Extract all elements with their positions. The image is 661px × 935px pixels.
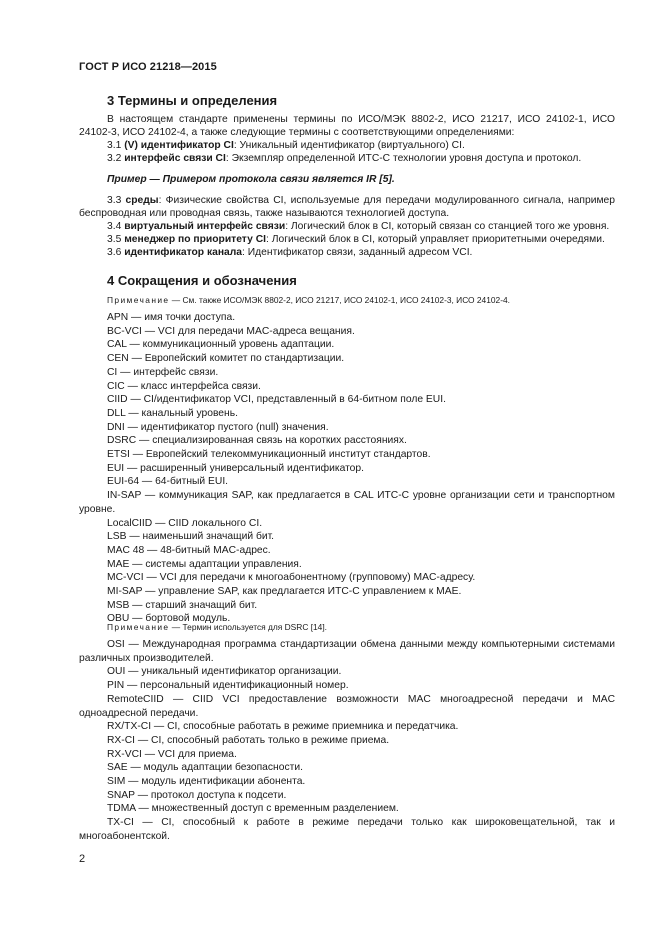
note-1 — [107, 295, 510, 306]
abbreviation-item: DNI — идентификатор пустого (null) значения. — [107, 421, 329, 433]
section-3-terms-continued — [79, 194, 615, 259]
abbreviation-item: CIC — класс интерфейса связи. — [107, 380, 261, 392]
abbreviation-item: EUI — расширенный универсальный идентификатор. — [107, 462, 364, 474]
abbreviation-item: LSB — наименьший значащий бит. — [107, 531, 275, 543]
section-3-body — [79, 113, 615, 165]
abbreviation-list-a — [79, 311, 615, 626]
section-4-title: 4 Сокращения и обозначения — [107, 273, 297, 288]
abbreviation-item: MAE — системы адаптации управления. — [107, 558, 302, 570]
abbreviation-item: CEN — Европейский комитет по стандартизации. — [107, 353, 345, 365]
term-3-1: 3.1 (V) идентификатор CI: Уникальный идентификатор (виртуального) CI. — [107, 140, 465, 151]
abbreviation-item: MAC 48 — 48-битный MAC-адрес. — [107, 544, 271, 556]
abbreviation-item: BC-VCI — VCI для передачи MAC-адреса вещания. — [107, 325, 355, 337]
example-text: Пример — Примером протокола связи является IR [5]. — [107, 174, 395, 185]
term-3-6: 3.6 идентификатор канала: Идентификатор связи, заданный адресом VCI. — [107, 247, 473, 258]
note-text: — См. также ИСО/МЭК 8802-2, ИСО 21217, ИСО 24102-1, ИСО 24102-3, ИСО 24102-4. — [169, 295, 510, 305]
abbreviation-item: DLL — канальный уровень. — [107, 407, 238, 419]
abbreviation-item: RX-CI — CI, способный работать только в режиме приема. — [107, 734, 390, 746]
abbreviation-item: SIM — модуль идентификации абонента. — [107, 776, 306, 788]
note-2 — [107, 622, 327, 633]
abbreviation-item: MI-SAP — управление SAP, как предлагается ИТС-С управлением к MAE. — [107, 586, 462, 598]
abbreviation-item: SAE — модуль адаптации безопасности. — [107, 762, 303, 774]
abbreviation-item: CI — интерфейс связи. — [107, 366, 219, 378]
abbreviation-item: CAL — коммуникационный уровень адаптации. — [107, 339, 335, 351]
term-3-2: 3.2 интерфейс связи CI: Экземпляр определенной ИТС-С технологии уровня доступа и протокол. — [107, 153, 582, 164]
standard-header: ГОСТ Р ИСО 21218—2015 — [79, 61, 217, 73]
abbreviation-item: PIN — персональный идентификационный номер. — [107, 680, 349, 692]
abbreviation-item: IN-SAP — коммуникация SAP, как предлагается в CAL ИТС-С уровне организации сети и транспортном уровне. — [79, 490, 615, 515]
abbreviation-item: OBU — бортовой модуль. — [107, 613, 231, 625]
abbreviation-item: RemoteCIID — CIID VCI предоставление возможности MAC многоадресной передачи и MAC одноадресной передачи. — [79, 693, 615, 719]
abbreviation-item: EUI-64 — 64-битный EUI. — [107, 476, 229, 488]
section-3-intro: В настоящем стандарте применены термины по ИСО/МЭК 8802-2, ИСО 21217, ИСО 24102-1, ИСО 24102-3, ИСО 24102-4, а также следующие термины с соответствующими определениями: — [79, 114, 615, 138]
term-3-3: 3.3 среды: Физические свойства CI, используемые для передачи модулированного сигнала, например беспроводная или проводная связь, также называются технологией доступа. — [79, 195, 615, 219]
abbreviation-item: TX-CI — CI, способный к работе в режиме передачи только как широковещательной, так и многоабонентской. — [79, 817, 615, 842]
abbreviation-item: OSI — Международная программа стандартизации обмена данными между компьютерными системами различных производителей. — [79, 639, 615, 664]
abbreviation-item: ETSI — Европейский телекоммуникационный институт стандартов. — [107, 449, 431, 461]
abbreviation-item: SNAP — протокол доступа к подсети. — [107, 789, 287, 801]
abbreviation-item: RX-VCI — VCI для приема. — [107, 748, 237, 760]
abbreviation-item: OUI — уникальный идентификатор организации. — [107, 666, 342, 678]
abbreviation-item: TDMA — множественный доступ с временным разделением. — [107, 803, 399, 815]
note-label: Примечание — [107, 295, 170, 305]
abbreviation-item: MSB — старший значащий бит. — [107, 599, 258, 611]
section-3-title: 3 Термины и определения — [107, 93, 278, 108]
abbreviation-item: RX/TX-CI — CI, способные работать в режиме приемника и передатчика. — [107, 721, 459, 733]
abbreviation-item: LocalCIID — CIID локального CI. — [107, 517, 263, 529]
term-3-5: 3.5 менеджер по приоритету CI: Логический блок в CI, который управляет приоритетными очередями. — [107, 234, 605, 245]
example-block — [79, 173, 615, 186]
abbreviation-item: CIID — CI/идентификатор VCI, представленный в 64-битном поле EUI. — [107, 394, 446, 406]
note-label: Примечание — [107, 622, 170, 632]
abbreviation-item: MC-VCI — VCI для передачи к многоабонентному (групповому) MAC-адресу. — [107, 572, 476, 584]
abbreviation-item: APN — имя точки доступа. — [107, 312, 236, 323]
abbreviation-list-b — [79, 638, 615, 844]
term-3-4: 3.4 виртуальный интерфейс связи: Логический блок в CI, который связан со станцией того же уровня. — [107, 221, 610, 232]
note-text: — Термин используется для DSRC [14]. — [169, 622, 327, 632]
page-number: 2 — [79, 853, 86, 865]
abbreviation-item: DSRC — специализированная связь на коротких расстояниях. — [107, 435, 407, 447]
